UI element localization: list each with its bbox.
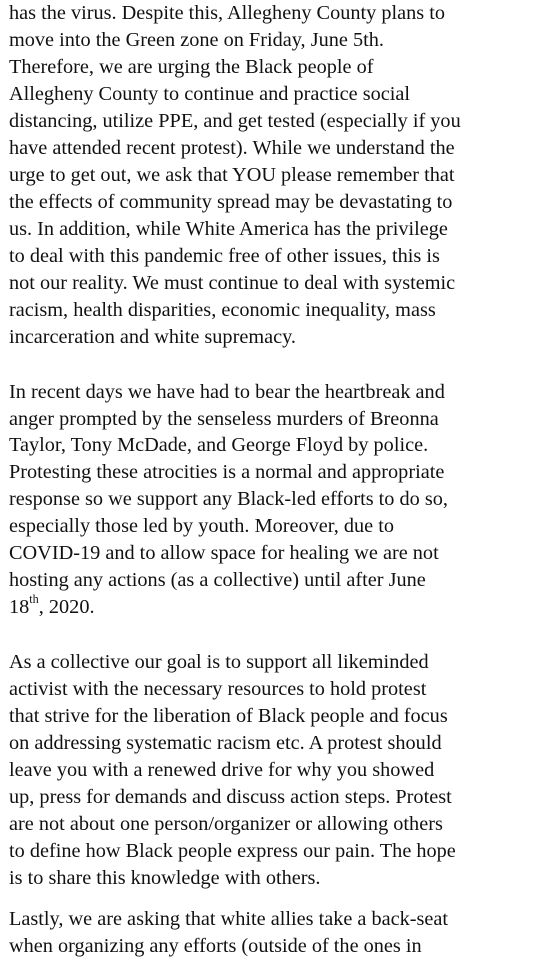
- text-line: are not about one person/organizer or allowing others: [9, 813, 443, 835]
- text-line: distancing, utilize PPE, and get tested (especially if you: [9, 110, 461, 132]
- date-rest: , 2020.: [38, 596, 95, 618]
- text-line: us. In addition, while White America has the privilege: [9, 218, 448, 240]
- date-day: 18: [9, 596, 30, 618]
- text-line: anger prompted by the senseless murders of Breonna: [9, 408, 439, 430]
- text-line: Allegheny County to continue and practice social: [9, 83, 411, 105]
- text-line: racism, health disparities, economic inequality, mass: [9, 299, 436, 321]
- text-line: Taylor, Tony McDade, and George Floyd by police.: [9, 434, 429, 456]
- text-line: when organizing any efforts (outside of the ones in: [9, 935, 422, 957]
- text-line: the effects of community spread may be devastating to: [9, 191, 453, 213]
- text-line: to define how Black people express our pain. The hope: [9, 840, 456, 862]
- text-line: In recent days we have had to bear the heartbreak and: [9, 381, 445, 403]
- text-line: Lastly, we are asking that white allies take a back-seat: [9, 908, 449, 930]
- text-line: to deal with this pandemic free of other issues, this is: [9, 245, 440, 267]
- text-line: up, press for demands and discuss action steps. Protest: [9, 786, 452, 808]
- text-line: As a collective our goal is to support all likeminded: [9, 651, 429, 673]
- text-line: move into the Green zone on Friday, June 5th.: [9, 29, 384, 51]
- text-line-date: [9, 594, 95, 621]
- text-line: hosting any actions (as a collective) until after June: [9, 569, 426, 591]
- text-line: urge to get out, we ask that YOU please remember that: [9, 164, 455, 186]
- text-line: response so we support any Black-led efforts to do so,: [9, 488, 448, 510]
- text-line: is to share this knowledge with others.: [9, 867, 321, 889]
- text-line: Therefore, we are urging the Black people of: [9, 56, 374, 78]
- text-line: has the virus. Despite this, Allegheny County plans to: [9, 2, 446, 24]
- text-line: activist with the necessary resources to hold protest: [9, 678, 427, 700]
- date-ordinal-suffix: th: [29, 592, 39, 607]
- text-line: have attended recent protest). While we understand the: [9, 137, 455, 159]
- text-line: on addressing systematic racism etc. A protest should: [9, 732, 442, 754]
- text-line: leave you with a renewed drive for why you showed: [9, 759, 435, 781]
- text-line: not our reality. We must continue to deal with systemic: [9, 272, 456, 294]
- text-line: especially those led by youth. Moreover, due to: [9, 515, 394, 537]
- text-line: that strive for the liberation of Black people and focus: [9, 705, 448, 727]
- text-line: Protesting these atrocities is a normal and appropriate: [9, 461, 445, 483]
- text-line: COVID-19 and to allow space for healing we are not: [9, 542, 439, 564]
- text-line: incarceration and white supremacy.: [9, 326, 296, 348]
